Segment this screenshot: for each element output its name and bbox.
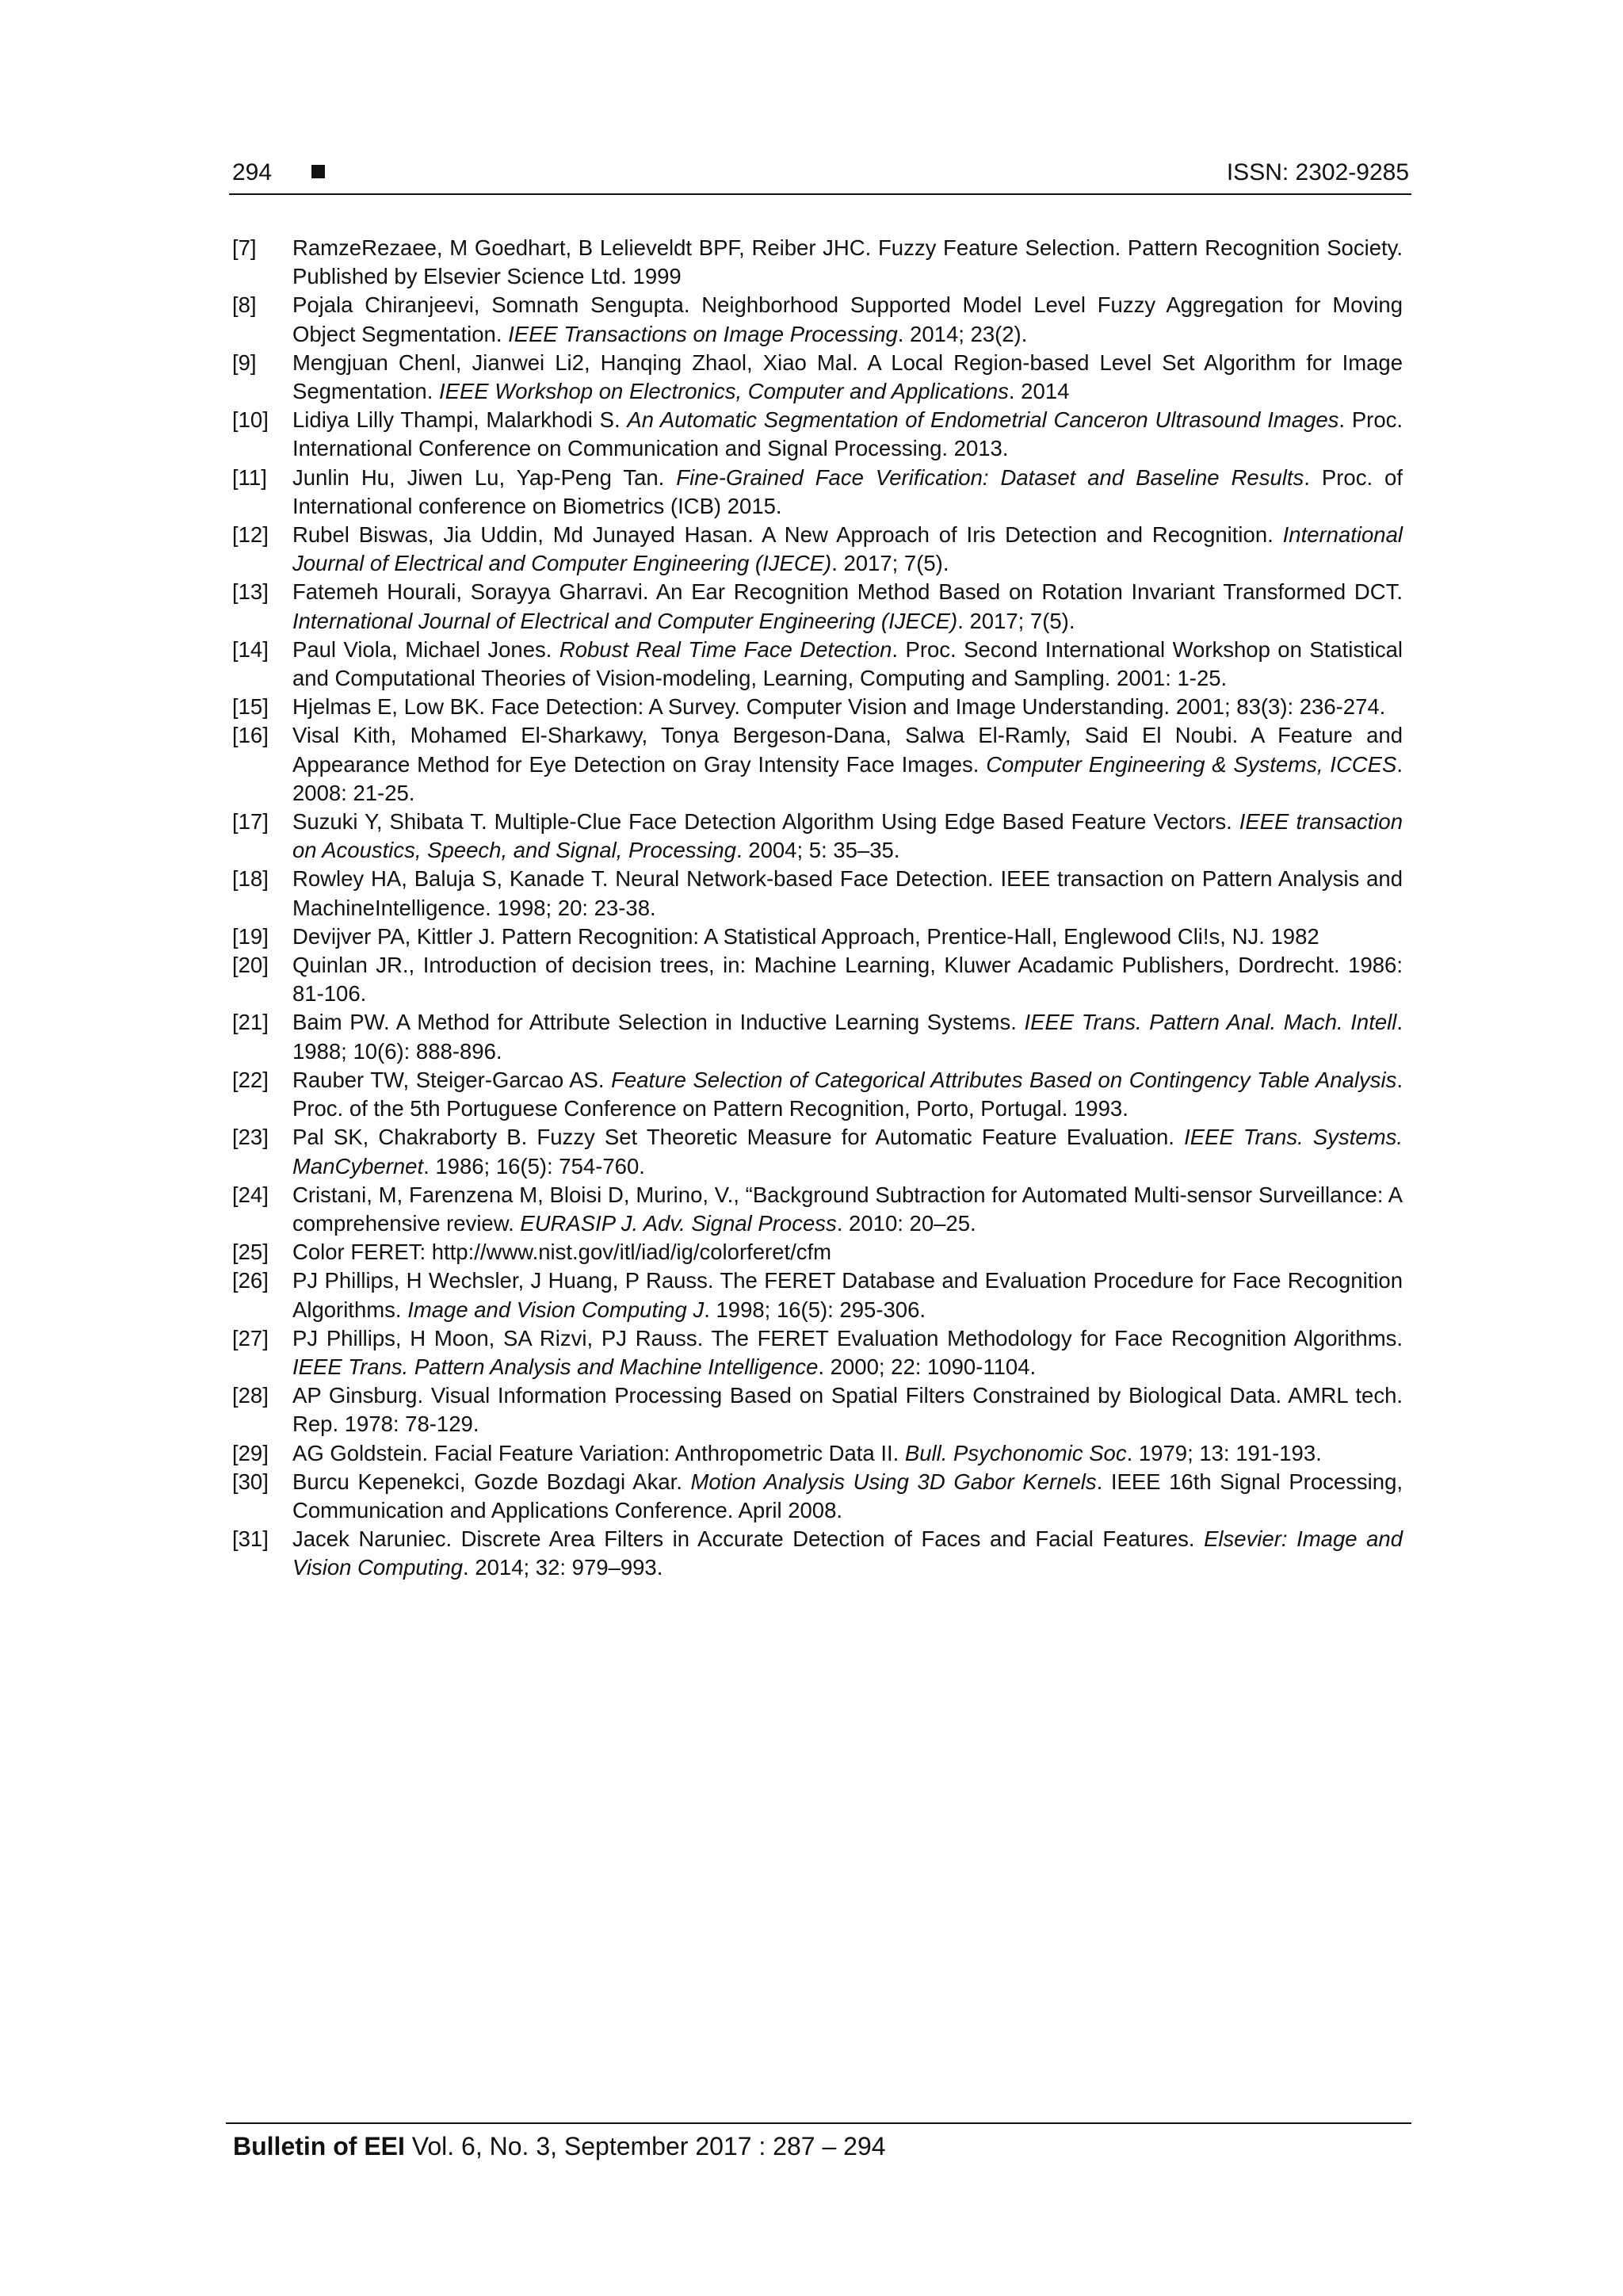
reference-venue: Motion Analysis Using 3D Gabor Kernels (690, 1469, 1097, 1494)
reference-segment: Paul Viola, Michael Jones. (292, 636, 559, 662)
reference-item (232, 406, 1403, 463)
reference-venue: IEEE transaction on Acoustics, Speech, and Signal, Processing (292, 809, 1403, 863)
reference-item (232, 234, 1403, 291)
reference-number: [13] (232, 579, 269, 605)
reference-number: [27] (232, 1325, 269, 1350)
reference-segment: . 2014 (1008, 379, 1070, 404)
journal-name: Bulletin of EEI (233, 2132, 405, 2160)
reference-item (232, 951, 1403, 1008)
reference-item (232, 636, 1403, 693)
reference-venue: IEEE Trans. Pattern Anal. Mach. Intell (1024, 1010, 1397, 1035)
reference-item (232, 1439, 1403, 1468)
reference-item (232, 923, 1403, 951)
reference-segment: Jacek Naruniec. Discrete Area Filters in Accurate Detection of Faces and Facial Features. (292, 1526, 1205, 1552)
reference-segment: AP Ginsburg. Visual Information Processing Based on Spatial Filters Constrained by Biological Data. AMRL tech. Rep. 1978: 78-129. (292, 1383, 1403, 1437)
reference-number: [16] (232, 723, 269, 748)
reference-number: [9] (232, 350, 257, 375)
reference-number: [21] (232, 1010, 269, 1035)
reference-item (232, 865, 1403, 922)
reference-item (232, 1181, 1403, 1238)
reference-text (292, 721, 1403, 808)
reference-item (232, 1468, 1403, 1525)
reference-item (232, 721, 1403, 808)
reference-segment: . 2017; 7(5). (831, 551, 949, 576)
reference-text (292, 1439, 1403, 1468)
reference-segment: . 2010: 20–25. (836, 1210, 976, 1236)
page-footer (233, 2129, 886, 2164)
reference-item (232, 349, 1403, 406)
reference-segment: Hjelmas E, Low BK. Face Detection: A Survey. Computer Vision and Image Understanding. 2001; 83(3): 236-274. (292, 694, 1386, 720)
reference-venue: IEEE Trans. Systems. ManCybernet (292, 1125, 1403, 1179)
reference-text (292, 865, 1403, 922)
black-square-icon (311, 165, 325, 178)
reference-text (292, 1123, 1403, 1180)
reference-number: [17] (232, 809, 269, 835)
reference-text (292, 1238, 1403, 1266)
reference-text (292, 1008, 1403, 1065)
reference-venue: Computer Engineering & Systems, ICCES (986, 751, 1397, 777)
reference-segment: PJ Phillips, H Wechsler, J Huang, P Rauss. The FERET Database and Evaluation Procedure for Face Recognition Algorithms. (292, 1268, 1403, 1322)
reference-item (232, 578, 1403, 635)
reference-item (232, 521, 1403, 578)
page-header (232, 155, 1409, 190)
reference-text (292, 1181, 1403, 1238)
reference-segment: Devijver PA, Kittler J. Pattern Recognition: A Statistical Approach, Prentice-Hall, Englewood Cli!s, NJ. 1982 (292, 923, 1319, 949)
header-divider (229, 193, 1411, 195)
reference-item (232, 693, 1403, 721)
reference-item (232, 1324, 1403, 1381)
reference-text (292, 1066, 1403, 1123)
reference-segment: . Proc. of International conference on Biometrics (ICB) 2015. (292, 464, 1403, 518)
reference-venue: Robust Real Time Face Detection (559, 636, 892, 662)
reference-number: [19] (232, 923, 269, 949)
reference-number: [24] (232, 1182, 269, 1207)
reference-segment: . 1988; 10(6): 888-896. (292, 1010, 1403, 1064)
reference-segment: Color FERET: http://www.nist.gov/itl/iad/ig/colorferet/cfm (292, 1240, 832, 1265)
reference-segment: . 2014; 32: 979–993. (463, 1555, 663, 1580)
reference-venue: Feature Selection of Categorical Attributes Based on Contingency Table Analysis (611, 1067, 1397, 1092)
reference-number: [15] (232, 694, 269, 720)
reference-segment: Junlin Hu, Jiwen Lu, Yap-Peng Tan. (292, 464, 677, 490)
reference-number: [22] (232, 1067, 269, 1092)
reference-segment: . 1986; 16(5): 754-760. (423, 1153, 645, 1179)
reference-text (292, 1381, 1403, 1438)
reference-text (292, 349, 1403, 406)
reference-text (292, 406, 1403, 463)
reference-segment: Pal SK, Chakraborty B. Fuzzy Set Theoretic Measure for Automatic Feature Evaluation. (292, 1125, 1185, 1150)
reference-venue: An Automatic Segmentation of Endometrial Canceron Ultrasound Images (627, 407, 1339, 433)
reference-segment: Rowley HA, Baluja S, Kanade T. Neural Network-based Face Detection. IEEE transaction on Pattern Analysis and MachineIntelligence. 1998; 20: 23-38. (292, 866, 1403, 920)
reference-venue: IEEE Workshop on Electronics, Computer and Applications (438, 379, 1009, 404)
reference-segment: . 2014; 23(2). (897, 321, 1028, 346)
reference-text (292, 1324, 1403, 1381)
reference-segment: . 1998; 16(5): 295-306. (704, 1297, 926, 1322)
reference-segment: . 2000; 22: 1090-1104. (818, 1354, 1037, 1379)
reference-item (232, 1008, 1403, 1065)
reference-segment: PJ Phillips, H Moon, SA Rizvi, PJ Rauss. The FERET Evaluation Methodology for Face Recognition Algorithms. (292, 1325, 1403, 1350)
reference-segment: Baim PW. A Method for Attribute Selection in Inductive Learning Systems. (292, 1010, 1025, 1035)
reference-number: [30] (232, 1469, 269, 1494)
reference-text (292, 923, 1403, 951)
reference-text (292, 521, 1403, 578)
reference-segment: Rauber TW, Steiger-Garcao AS. (292, 1067, 612, 1092)
reference-text (292, 1266, 1403, 1324)
reference-item (232, 1066, 1403, 1123)
reference-number: [29] (232, 1440, 269, 1465)
reference-number: [25] (232, 1240, 269, 1265)
reference-text (292, 808, 1403, 865)
reference-venue: IEEE Trans. Pattern Analysis and Machine Intelligence (292, 1354, 819, 1379)
reference-text (292, 951, 1403, 1008)
reference-text (292, 1525, 1403, 1582)
footer-divider (226, 2122, 1411, 2124)
reference-segment: Rubel Biswas, Jia Uddin, Md Junayed Hasan. A New Approach of Iris Detection and Recognition. (292, 522, 1283, 548)
reference-number: [7] (232, 235, 257, 260)
reference-segment: . 2004; 5: 35–35. (736, 838, 900, 863)
reference-venue: International Journal of Electrical and Computer Engineering (IJECE) (292, 608, 958, 633)
issn-label: ISSN: 2302-9285 (1226, 159, 1409, 185)
reference-venue: IEEE Transactions on Image Processing (508, 321, 898, 346)
reference-segment: Burcu Kepenekci, Gozde Bozdagi Akar. (292, 1469, 691, 1494)
reference-venue: International Journal of Electrical and Computer Engineering (IJECE) (292, 522, 1403, 576)
reference-number: [12] (232, 522, 269, 548)
reference-item (232, 464, 1403, 521)
reference-segment: Cristani, M, Farenzena M, Bloisi D, Murino, V., “Background Subtraction for Automated Multi-sensor Surveillance: A comprehensive review. (292, 1182, 1403, 1236)
reference-item (232, 291, 1403, 348)
reference-segment: RamzeRezaee, M Goedhart, B Lelieveldt BPF, Reiber JHC. Fuzzy Feature Selection. Pattern Recognition Society. Published by Elsevier Science Ltd. 1999 (292, 235, 1403, 289)
reference-segment: . IEEE 16th Signal Processing, Communication and Applications Conference. April 2008. (292, 1469, 1403, 1522)
reference-number: [26] (232, 1268, 269, 1293)
reference-item (232, 1525, 1403, 1582)
reference-list (232, 234, 1403, 1583)
reference-segment: . 2008: 21-25. (292, 751, 1403, 805)
reference-segment: . Proc. of the 5th Portuguese Conference on Pattern Recognition, Porto, Portugal. 1993. (292, 1067, 1403, 1121)
reference-number: [31] (232, 1526, 269, 1552)
reference-item (232, 808, 1403, 865)
reference-segment: Fatemeh Hourali, Sorayya Gharravi. An Ear Recognition Method Based on Rotation Invariant Transformed DCT. (292, 579, 1403, 605)
reference-number: [23] (232, 1125, 269, 1150)
reference-venue: Image and Vision Computing J (407, 1297, 705, 1322)
reference-segment: Visal Kith, Mohamed El-Sharkawy, Tonya Bergeson-Dana, Salwa El-Ramly, Said El Noubi. A Feature and Appearance Method for Eye Detection on Gray Intensity Face Images. (292, 723, 1403, 777)
reference-segment: Mengjuan Chenl, Jianwei Li2, Hanqing Zhaol, Xiao Mal. A Local Region-based Level Set Algorithm for Image Segmentation. (292, 350, 1403, 404)
reference-text (292, 693, 1403, 721)
reference-item (232, 1238, 1403, 1266)
reference-segment: AG Goldstein. Facial Feature Variation: Anthropometric Data II. (292, 1440, 905, 1465)
reference-item (232, 1266, 1403, 1324)
reference-text (292, 234, 1403, 291)
reference-text (292, 464, 1403, 521)
reference-segment: . Proc. Second International Workshop on Statistical and Computational Theories of Vision-modeling, Learning, Computing and Sampling. 2001: 1-25. (292, 636, 1403, 691)
reference-number: [18] (232, 866, 269, 892)
reference-segment: Pojala Chiranjeevi, Somnath Sengupta. Neighborhood Supported Model Level Fuzzy Aggregation for Moving Object Segmentation. (292, 292, 1403, 346)
reference-text (292, 291, 1403, 348)
reference-item (232, 1381, 1403, 1438)
reference-segment: Lidiya Lilly Thampi, Malarkhodi S. (292, 407, 628, 433)
reference-segment: Quinlan JR., Introduction of decision trees, in: Machine Learning, Kluwer Acadamic Publishers, Dordrecht. 1986: 81-106. (292, 953, 1403, 1007)
reference-segment: . 2017; 7(5). (957, 608, 1075, 633)
reference-venue: Elsevier: Image and Vision Computing (292, 1526, 1403, 1580)
reference-number: [10] (232, 407, 269, 433)
reference-number: [11] (232, 464, 267, 490)
reference-segment: . 1979; 13: 191-193. (1126, 1440, 1322, 1465)
reference-text (292, 636, 1403, 693)
reference-segment: Suzuki Y, Shibata T. Multiple-Clue Face Detection Algorithm Using Edge Based Feature Vectors. (292, 809, 1239, 835)
reference-text (292, 1468, 1403, 1525)
reference-venue: Fine-Grained Face Verification: Dataset and Baseline Results (676, 464, 1304, 490)
reference-number: [14] (232, 636, 269, 662)
reference-item (232, 1123, 1403, 1180)
reference-venue: EURASIP J. Adv. Signal Process (520, 1210, 837, 1236)
reference-number: [28] (232, 1383, 269, 1408)
reference-segment: . Proc. International Conference on Communication and Signal Processing. 2013. (292, 407, 1403, 461)
reference-number: [8] (232, 292, 257, 318)
journal-issue-details: Vol. 6, No. 3, September 2017 : 287 – 294 (404, 2132, 886, 2160)
reference-text (292, 578, 1403, 635)
reference-number: [20] (232, 953, 269, 978)
page-number: 294 (232, 159, 273, 185)
reference-venue: Bull. Psychonomic Soc (904, 1440, 1127, 1465)
